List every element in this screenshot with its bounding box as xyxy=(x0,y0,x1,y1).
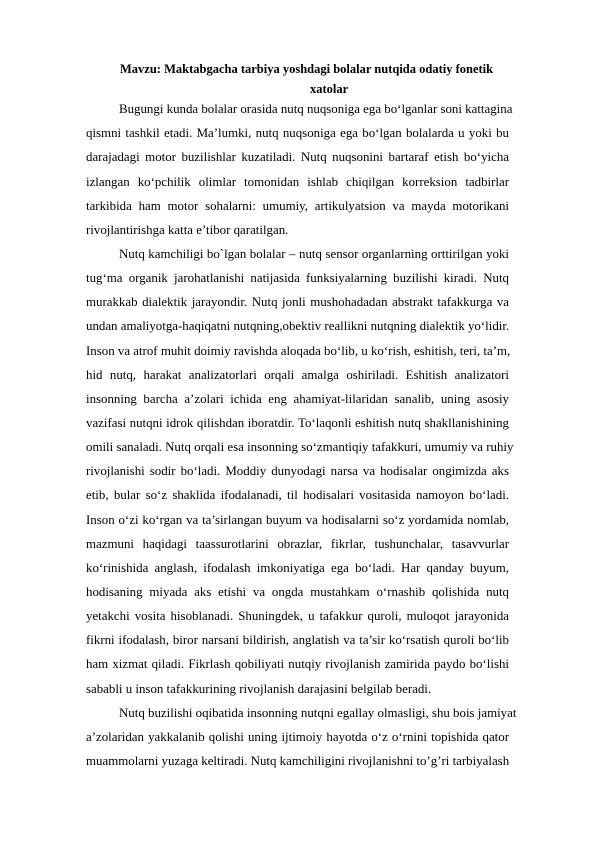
paragraph-2-line: hid nutq, harakat analizatorlari orqali amalga oshiriladi. Eshitish analizatori xyxy=(86,368,509,382)
paragraph-2-line: mazmuni haqidagi taassurotlarini obrazlar, fikrlar, tushunchalar, tasavvurlar xyxy=(86,537,509,551)
paragraph-2-line: Nutq kamchiligi bo`lgan bolalar – nutq sensor organlarning orttirilgan yoki xyxy=(119,247,509,261)
paragraph-3-line: a’zolaridan yakkalanib qolishi uning ijtimoiy hayotda o‘z o‘rnini topishida qator xyxy=(86,730,509,744)
paragraph-2-line: insonning barcha a’zolari ichida eng ahamiyat-lilaridan sanalib, uning asosiy xyxy=(86,392,509,406)
paragraph-2-line: Inson va atrof muhit doimiy ravishda aloqada bo‘lib, u ko‘rish, eshitish, teri, ta’m, xyxy=(86,344,511,358)
paragraph-2-line: ko‘rinishida anglash, ifodalash imkoniyatiga ega bo‘ladi. Har qanday buyum, xyxy=(86,561,509,575)
document-title-line-2: xatolar xyxy=(310,82,349,96)
paragraph-1-line: rivojlantirishga katta e’tibor qaratilgan. xyxy=(86,223,289,237)
paragraph-2-line: tug‘ma organik jarohatlanishi natijasida funksiyalarning buzilishi kiradi. Nutq xyxy=(86,271,509,285)
paragraph-2-line: rivojlanishi sodir bo‘ladi. Moddiy dunyodagi narsa va hodisalar ongimizda aks xyxy=(86,464,509,478)
paragraph-2-line: undan amaliyotga-haqiqatni nutqning,obektiv reallikni nutqning dialektik yo‘lidir. xyxy=(86,319,510,333)
paragraph-2-line: yetakchi vosita hisoblanadi. Shuningdek, u tafakkur quroli, muloqot jarayonida xyxy=(86,609,509,623)
paragraph-2-line: hodisaning miyada aks etishi va ongda mustahkam o‘rnashib qolishida nutq xyxy=(86,585,509,599)
document-title-line-1: Mavzu: Maktabgacha tarbiya yoshdagi bolalar nutqida odatiy fonetik xyxy=(120,62,494,76)
paragraph-2-line: sababli u inson tafakkurining rivojlanish darajasini belgilab beradi. xyxy=(86,682,432,696)
paragraph-2-line: Inson o‘zi ko‘rgan va ta’sirlangan buyum va hodisalarni so‘z yordamida nomlab, xyxy=(86,513,509,527)
paragraph-2-line: murakkab dialektik jarayondir. Nutq jonli mushohadadan abstrakt tafakkurga va xyxy=(86,295,509,309)
paragraph-2-line: fikrni ifodalash, biror narsani bildirish, anglatish va ta’sir ko‘rsatish quroli bo‘lib xyxy=(86,633,509,647)
paragraph-1-line: tarkibida ham motor sohalarni: umumiy, artikulyatsion va mayda motorikani xyxy=(86,199,509,213)
paragraph-2-line: etib, bular so‘z shaklida ifodalanadi, til hodisalari vositasida namoyon bo‘ladi. xyxy=(86,488,509,502)
paragraph-1-line: Bugungi kunda bolalar orasida nutq nuqsoniga ega bo‘lganlar soni kattagina xyxy=(119,102,513,116)
paragraph-3-line: muammolarni yuzaga keltiradi. Nutq kamchiligini rivojlanishni to’g’ri tarbiyalash xyxy=(86,754,510,768)
paragraph-3-line: Nutq buzilishi oqibatida insonning nutqni egallay olmasligi, shu bois jamiyat xyxy=(119,706,517,720)
paragraph-1-line: darajadagi motor buzilishlar kuzatiladi. Nutq nuqsonini bartaraf etish bo‘yicha xyxy=(86,150,509,164)
paragraph-2-line: omili sanaladi. Nutq orqali esa insonning so‘zmantiqiy tafakkuri, umumiy va ruhiy xyxy=(86,440,514,454)
paragraph-2-line: ham xizmat qiladi. Fikrlash qobiliyati nutqiy rivojlanish zamirida paydo bo‘lishi xyxy=(86,657,509,671)
paragraph-1-line: qismni tashkil etadi. Ma’lumki, nutq nuqsoniga ega bo‘lgan bolalarda u yoki bu xyxy=(86,126,509,140)
paragraph-2-line: vazifasi nutqni idrok qilishdan iboratdir. To‘laqonli eshitish nutq shakllanishining xyxy=(86,416,509,430)
paragraph-1-line: izlangan ko‘pchilik olimlar tomonidan ishlab chiqilgan korreksion tadbirlar xyxy=(86,175,509,189)
